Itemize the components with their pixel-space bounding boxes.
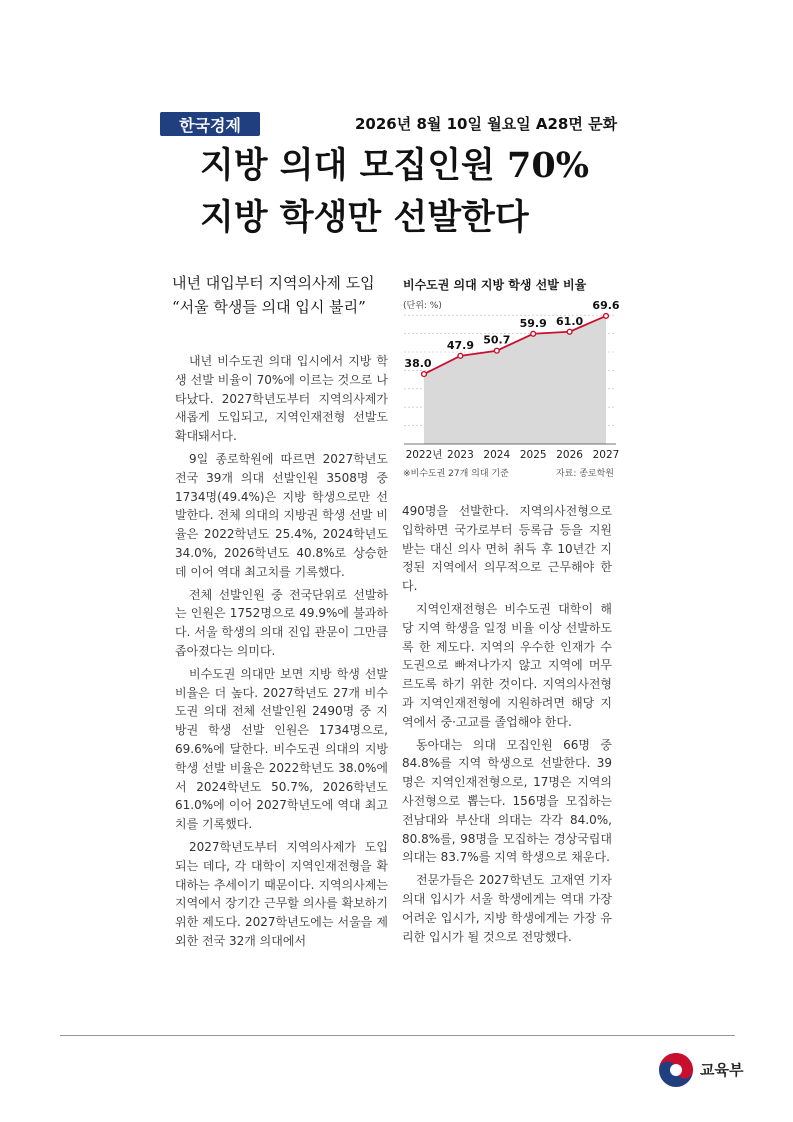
headline [200, 140, 620, 244]
headline-line-1: 지방 의대 모집인원 70% [200, 145, 589, 186]
chart-point [567, 329, 572, 334]
dateline: 2026년 8월 10일 월요일 A28면 문화 [355, 115, 618, 133]
chart-x-tick-label: 2023 [447, 449, 474, 461]
article-paragraph: 전체 선발인원 중 전국단위로 선발하는 인원은 1752명으로 49.9%에 불과하다. 서울 학생의 의대 진입 관문이 그만큼 좁아졌다는 의미다. [175, 587, 388, 658]
article-column-1 [175, 352, 388, 955]
byline: 고재연 기자 [550, 873, 612, 888]
chart-svg [400, 276, 620, 466]
article-paragraph: 내년 비수도권 의대 입시에서 지방 학생 선발 비율이 70%에 이르는 것으로 나타났다. 2027학년도부터 지역의사제가 새롭게 도입되고, 지역인재전형 선발도 확대돼서다. [175, 354, 388, 444]
chart-point [531, 331, 536, 336]
taegeuk-emblem-icon [658, 1052, 694, 1088]
newspaper-logo [160, 112, 260, 136]
chart-x-tick-label: 2022년 [405, 449, 443, 461]
subheadline-line-1: 내년 대입부터 지역의사제 도입 [172, 274, 375, 292]
chart-area [424, 316, 606, 444]
chart-point [422, 372, 427, 377]
article-paragraph: 490명을 선발한다. 지역의사전형으로 입학하면 국가로부터 등록금 등을 지원받는 대신 의사 면허 취득 후 10년간 지정된 지역에서 의무적으로 근무해야 한다. [402, 504, 612, 594]
article-paragraph: 동아대는 의대 모집인원 66명 중 84.8%를 지역 학생으로 선발한다. 39명은 지역인재전형으로, 17명은 지역의사전형으로 뽑는다. 156명을 모집하는 전남대와 부산대 의대는 각각 84.0%, 80.8%를, 98명을 모집하는 경상국립대 의대는 83.7%를 지역 학생으로 채운다. [402, 737, 612, 865]
footer-divider [60, 1035, 735, 1036]
chart-unit: (단위: %) [403, 301, 442, 311]
article-paragraph-last [402, 871, 612, 946]
chart-data-label: 59.9 [519, 316, 547, 330]
newspaper-name: 한국경제 [179, 115, 241, 135]
chart [400, 276, 620, 486]
chart-x-tick-label: 2024 [483, 449, 511, 461]
chart-data-label: 38.0 [404, 357, 432, 371]
chart-point [494, 348, 499, 353]
chart-x-tick-label: 2026 [556, 449, 583, 461]
chart-x-tick-label: 2027 [592, 449, 620, 461]
article-paragraph: 9일 종로학원에 따르면 2027학년도 전국 39개 의대 선발인원 3508명 중 1734명(49.4%)은 지방 학생으로만 선발한다. 전체 의대의 지방권 학생 선발 비율은 2022학년도 25.4%, 2024학년도 34.0%, 2026학년도 40.8%로 상승한 데 이어 역대 최고치를 기록했다. [175, 451, 388, 579]
chart-title: 비수도권 의대 지방 학생 선발 비율 [403, 278, 587, 292]
article-paragraph: 비수도권 의대만 보면 지방 학생 선발 비율은 더 높다. 2027학년도 27개 비수도권 의대 전체 선발인원 2490명 중 지방권 학생 선발 인원은 1734명으로, 69.6%에 달한다. 비수도권 의대의 지방 학생 선발 비율은 2022학년도 38.0%에서 2024학년도 50.7%, 2026학년도 61.0%에 이어 2027학년도에 역대 최고치를 기록했다. [175, 666, 388, 832]
article-paragraph: 2027학년도부터 지역의사제가 도입되는 데다, 각 대학이 지역인재전형을 확대하는 추세이기 때문이다. 지역의사제는 지역에서 장기간 근무할 의사를 확보하기 위한 제도다. 2027학년도에는 서울을 제외한 전국 32개 의대에서 [175, 839, 388, 948]
chart-point [458, 353, 463, 358]
chart-point [604, 314, 609, 319]
chart-data-label: 69.6 [592, 298, 620, 312]
ministry-name: 교육부 [700, 1061, 744, 1079]
article-text: 전문가들은 2027학년도 의대 입시가 서울 학생에게는 역대 가장 어려운 입시가, 지방 학생에게는 가장 유리한 입시가 될 것으로 전망했다. [402, 873, 612, 944]
chart-x-tick-label: 2025 [519, 449, 547, 461]
chart-source: 자료: 종로학원 [555, 469, 614, 479]
chart-data-label: 47.9 [446, 338, 474, 352]
subheadline-line-2: “서울 학생들 의대 입시 불리” [172, 298, 366, 316]
article-column-2 [402, 502, 612, 950]
article-paragraph: 지역인재전형은 비수도권 대학이 해당 지역 학생을 일정 비율 이상 선발하도록 한 제도다. 지역의 우수한 인재가 수도권으로 빠져나가지 않고 지역에 머무르도록 하기 위한 것이다. 지역의사전형과 지역인재전형에 지원하려면 해당 지역에서 중·고교를 졸업해야 한다. [402, 601, 612, 729]
subheadline [172, 271, 407, 319]
chart-note: ※비수도권 27개 의대 기준 [403, 469, 509, 479]
headline-line-2: 지방 학생만 선발한다 [200, 197, 529, 238]
chart-data-label: 61.0 [556, 314, 584, 328]
chart-data-label: 50.7 [483, 333, 511, 347]
